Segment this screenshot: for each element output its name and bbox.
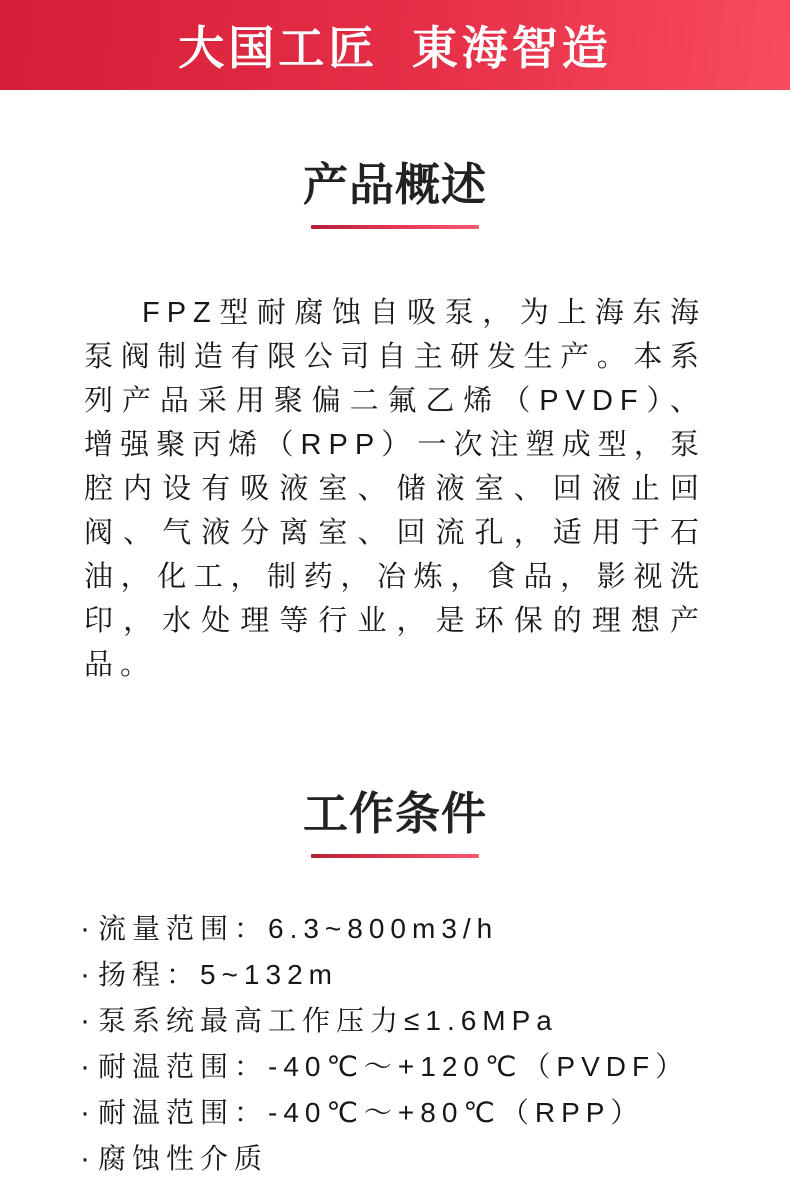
condition-text: 泵系统最高工作压力≤1.6MPa (98, 1005, 558, 1036)
overview-section (0, 160, 790, 687)
working-conditions-list (80, 906, 730, 1182)
bullet-icon: · (80, 958, 90, 991)
overview-section-title: 产品概述 (302, 159, 487, 210)
list-item-flow-range (80, 906, 730, 952)
bullet-icon: · (80, 912, 90, 945)
bullet-icon: · (80, 1004, 90, 1037)
working-conditions-section (0, 789, 790, 1182)
bullet-icon: · (80, 1096, 90, 1129)
condition-text: 耐温范围：-40℃～+120℃（PVDF） (98, 1051, 690, 1082)
working-conditions-title-underline (311, 854, 479, 858)
working-conditions-section-title: 工作条件 (302, 788, 487, 839)
banner-title: 大国工匠 東海智造 (178, 22, 612, 74)
condition-text: 腐蚀性介质 (98, 1143, 269, 1174)
overview-paragraph: FPZ型耐腐蚀自吸泵，为上海东海泵阀制造有限公司自主研发生产。本系列产品采用聚偏二氟乙烯（PVDF）、增强聚丙烯（RPP）一次注塑成型，泵腔内设有吸液室、储液室、回液止回阀、气液分离室、回流孔，适用于石油，化工，制药，冶炼，食品，影视洗印，水处理等行业，是环保的理想产品。 (84, 297, 706, 681)
overview-title-underline (311, 225, 479, 229)
list-item-max-pressure (80, 998, 730, 1044)
condition-text: 扬程：5~132m (98, 959, 338, 990)
list-item-temp-range-pvdf (80, 1044, 730, 1090)
condition-text: 耐温范围：-40℃～+80℃（RPP） (98, 1097, 645, 1128)
condition-text: 流量范围：6.3~800m3/h (98, 913, 499, 944)
bullet-icon: · (80, 1050, 90, 1083)
list-item-corrosive-media (80, 1136, 730, 1182)
top-banner (0, 0, 790, 90)
bullet-icon: · (80, 1142, 90, 1175)
list-item-head-range (80, 952, 730, 998)
list-item-temp-range-rpp (80, 1090, 730, 1136)
